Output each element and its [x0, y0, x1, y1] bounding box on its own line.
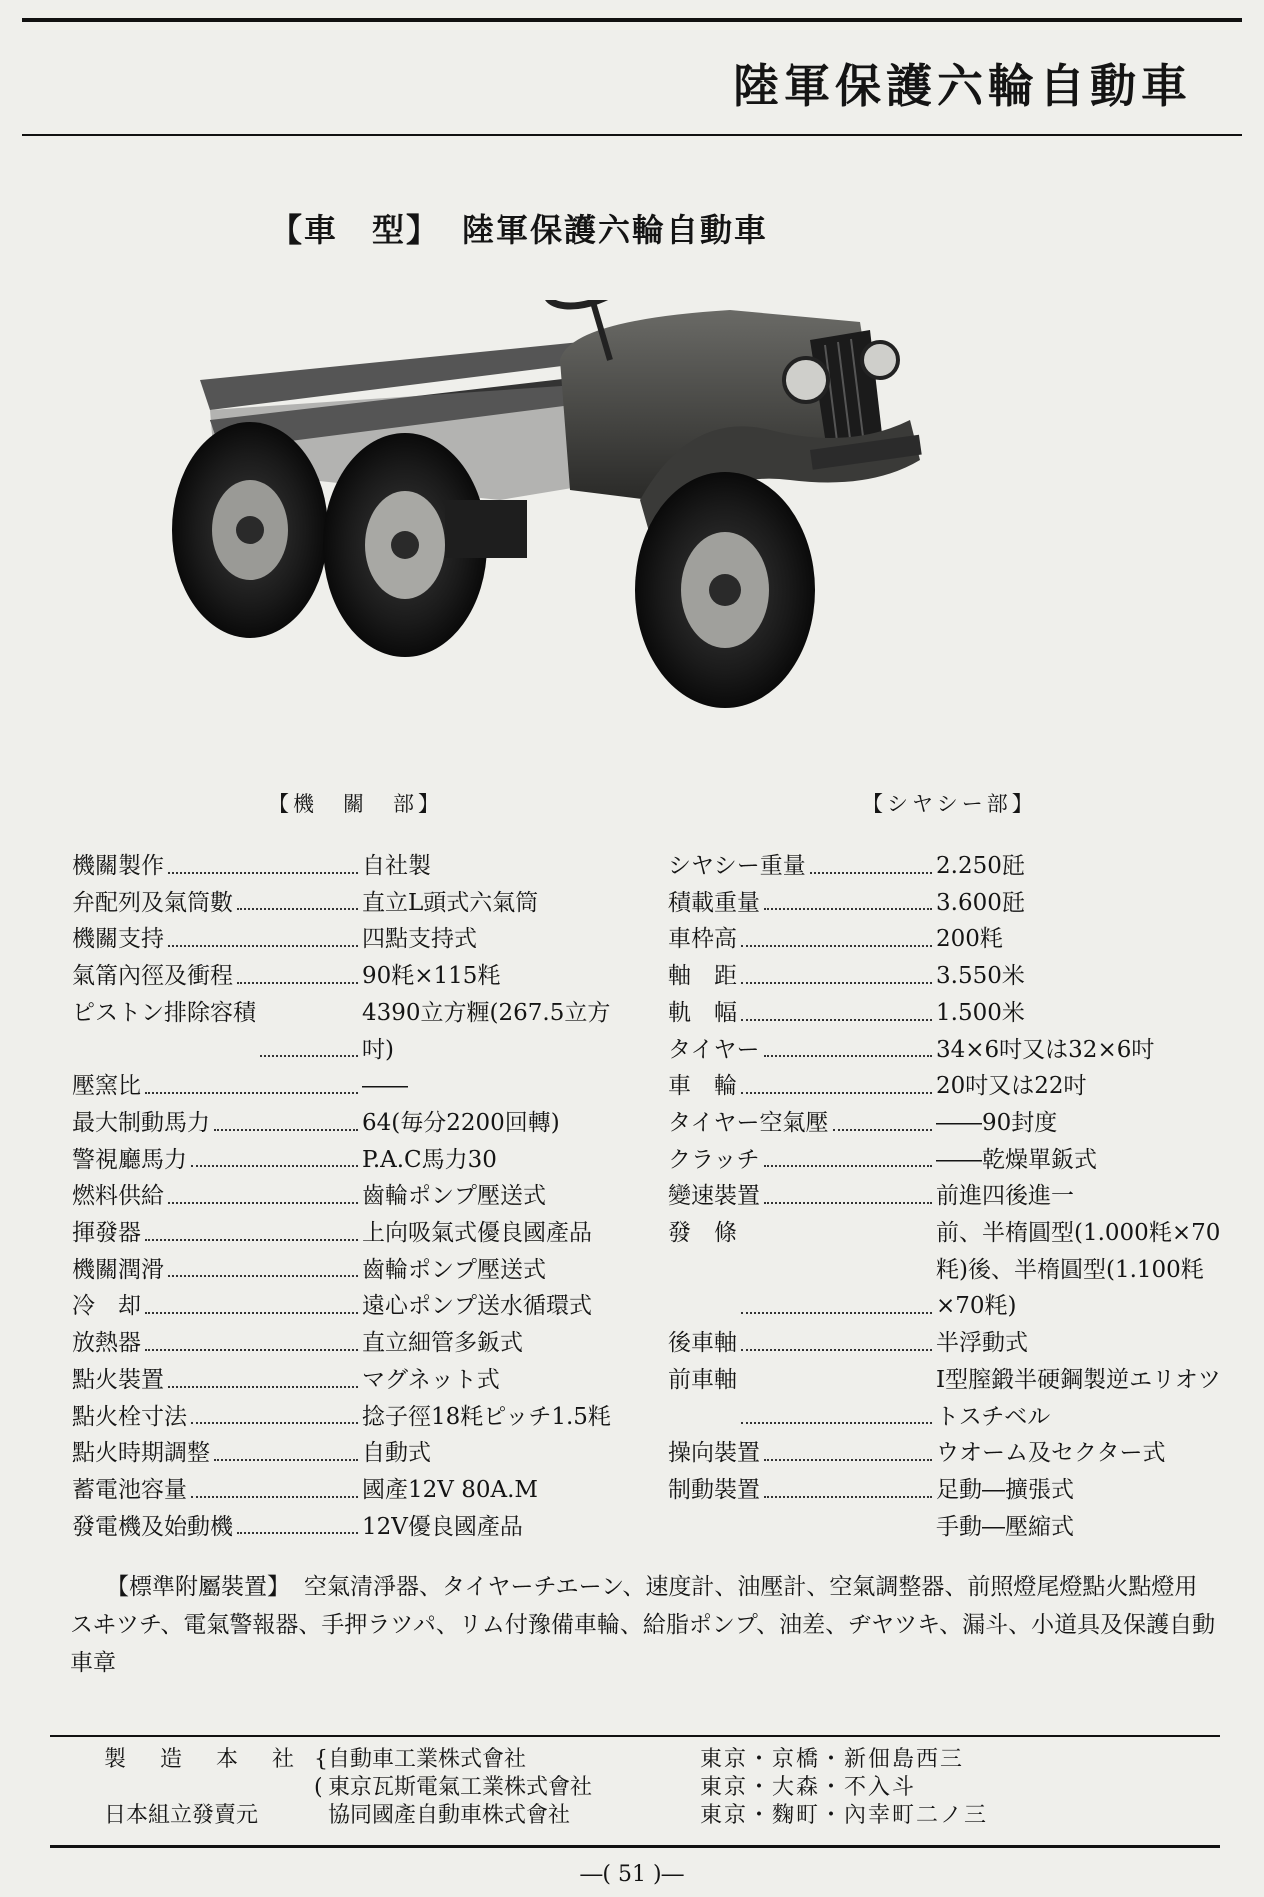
manufacturer-company: 東京瓦斯電氣工業株式會社	[328, 1775, 593, 1800]
spec-key: 最大制動馬力	[72, 1109, 210, 1136]
spec-row	[668, 848, 1228, 885]
spec-value: 自動式	[362, 1440, 431, 1467]
dot-leader	[764, 1032, 932, 1058]
model-line	[270, 205, 768, 251]
spec-key: 後車軸	[668, 1330, 737, 1357]
brace-top: {	[314, 1747, 328, 1772]
footer-rule	[50, 1845, 1220, 1848]
spec-row	[668, 995, 1228, 1032]
spec-value: 直立L頭式六氣筒	[362, 889, 539, 916]
spec-value: 12V優良國產品	[362, 1513, 523, 1540]
spec-value: 4390立方糎(267.5立方吋)	[362, 999, 611, 1063]
spec-row	[72, 1288, 632, 1325]
dot-leader	[764, 1178, 932, 1204]
spec-value: 齒輪ポンプ壓送式	[362, 1256, 546, 1283]
spec-key: 發 條	[668, 1220, 737, 1247]
manufacturer-row	[104, 1774, 1040, 1802]
spec-value: 遠心ポンプ送水循環式	[362, 1293, 592, 1320]
dot-leader	[764, 1472, 932, 1498]
dot-leader	[741, 921, 932, 947]
spec-key: 揮發器	[72, 1220, 141, 1247]
dot-leader	[214, 1105, 358, 1131]
spec-row	[72, 1472, 632, 1509]
spec-key: 點火時期調整	[72, 1440, 210, 1467]
spec-value: 90粍×115粍	[362, 963, 501, 990]
spec-key: 積載重量	[668, 889, 760, 916]
spec-value: I型膣鍛半硬鋼製逆エリオツトスチベル	[936, 1366, 1221, 1430]
spec-row	[668, 1362, 1228, 1435]
spec-value: 34×6吋又は32×6吋	[936, 1036, 1155, 1063]
spec-value: 自社製	[362, 853, 431, 879]
spec-row	[72, 1142, 632, 1179]
spec-value: P.A.C馬力30	[362, 1146, 497, 1173]
spec-key: 壓窯比	[72, 1073, 141, 1100]
dot-leader	[741, 958, 932, 984]
dot-leader	[764, 885, 932, 911]
spec-row	[72, 1509, 632, 1546]
spec-key: 前車軸	[668, 1366, 737, 1393]
spec-row	[668, 1215, 1228, 1325]
manufacturer-block	[104, 1746, 1040, 1830]
spec-key: 機關支持	[72, 926, 164, 953]
spec-row	[668, 958, 1228, 995]
spec-row	[668, 885, 1228, 922]
dot-leader	[168, 1252, 358, 1278]
spec-value: ――	[362, 1073, 408, 1100]
dot-leader	[741, 1362, 932, 1424]
spec-row	[72, 1362, 632, 1399]
spec-key: 放熱器	[72, 1330, 141, 1357]
manufacturer-top-rule	[50, 1735, 1220, 1737]
dot-leader	[145, 1288, 358, 1314]
manufacturer-role: 日本組立發賣元	[104, 1803, 259, 1828]
manufacturer-row	[104, 1802, 1040, 1830]
model-label: 【車 型】	[270, 211, 441, 249]
spec-key: 冷 却	[72, 1293, 141, 1320]
manufacturer-role: 製 造 本 社	[104, 1747, 301, 1772]
spec-key: 燃料供給	[72, 1183, 164, 1210]
dot-leader	[237, 885, 358, 911]
dot-leader	[237, 958, 358, 984]
spec-key: クラッチ	[668, 1146, 760, 1173]
spec-row	[72, 1435, 632, 1472]
spec-key: タイヤー空氣壓	[668, 1109, 829, 1136]
spec-key: 變速裝置	[668, 1183, 760, 1210]
dot-leader	[260, 995, 358, 1057]
spec-row	[668, 921, 1228, 958]
chassis-spec-list	[668, 848, 1228, 1545]
spec-value: 64(毎分2200回轉)	[362, 1109, 560, 1136]
spec-key: タイヤー	[668, 1036, 760, 1063]
spec-key: 點火裝置	[72, 1366, 164, 1393]
spec-value: 20吋又は22吋	[936, 1073, 1087, 1100]
spec-key: 車 輪	[668, 1073, 737, 1100]
manufacturer-company: 協同國產自動車株式會社	[328, 1803, 571, 1828]
spec-row	[72, 921, 632, 958]
brace-bottom: (	[314, 1775, 323, 1800]
dot-leader	[145, 1215, 358, 1241]
spec-row	[72, 1105, 632, 1142]
spec-key: ピストン排除容積	[72, 999, 256, 1026]
spec-value: 半浮動式	[936, 1330, 1028, 1357]
dot-leader	[145, 1325, 358, 1351]
spec-value: 1.500米	[936, 999, 1025, 1026]
spec-value: 四點支持式	[362, 926, 477, 953]
engine-section-heading: 【機 關 部】	[268, 792, 443, 816]
spec-key: 車枠高	[668, 926, 737, 953]
spec-row	[72, 995, 632, 1068]
spec-row	[72, 885, 632, 922]
spec-key: シヤシー重量	[668, 853, 806, 879]
dot-leader	[741, 1215, 932, 1314]
spec-key: 機關製作	[72, 853, 164, 879]
dot-leader	[168, 921, 358, 947]
engine-spec-list	[72, 848, 632, 1545]
spec-value: ウオーム及セクター式	[936, 1440, 1166, 1467]
dot-leader	[764, 1435, 932, 1461]
spec-row	[668, 1435, 1228, 1472]
accessories-paragraph	[70, 1568, 1220, 1682]
page-number: ―( 51 )―	[580, 1862, 684, 1887]
model-name: 陸軍保護六輪自動車	[462, 211, 769, 249]
spec-row	[72, 848, 632, 885]
dot-leader	[168, 848, 358, 874]
dot-leader	[214, 1435, 358, 1461]
manufacturer-company: 自動車工業株式會社	[328, 1747, 527, 1772]
accessories-label: 【標準附屬裝置】	[106, 1574, 290, 1600]
spec-row	[668, 1105, 1228, 1142]
dot-leader	[810, 848, 932, 874]
spec-value: ――乾燥單鈑式	[936, 1146, 1097, 1173]
spec-row	[72, 1399, 632, 1436]
spec-row	[72, 1068, 632, 1105]
dot-leader	[168, 1362, 358, 1388]
spec-key: 警視廳馬力	[72, 1146, 187, 1173]
dot-leader	[833, 1105, 932, 1131]
chassis-section-heading: 【シヤシー部】	[862, 792, 1037, 816]
spec-key: 蓄電池容量	[72, 1476, 187, 1503]
dot-leader	[145, 1068, 358, 1094]
spec-value: 直立細管多鈑式	[362, 1330, 523, 1357]
spec-value: 前、半楕圓型(1.000粍×70粍)後、半楕圓型(1.100粍×70粍)	[936, 1220, 1221, 1320]
manufacturer-role	[104, 1774, 314, 1802]
spec-value: 前進四後進一	[936, 1183, 1074, 1210]
spec-key: 制動裝置	[668, 1476, 760, 1503]
spec-row	[668, 1472, 1228, 1509]
spec-key: 軌 幅	[668, 999, 737, 1026]
spec-key: 機關潤滑	[72, 1256, 164, 1283]
spec-key: 氣筩內徑及衝程	[72, 963, 233, 990]
spec-value: 手動―壓縮式	[936, 1513, 1074, 1540]
spec-value: 足動―擴張式	[936, 1476, 1074, 1503]
spec-key: 操向裝置	[668, 1440, 760, 1467]
spec-value: 3.550米	[936, 963, 1025, 990]
dot-leader	[764, 1142, 932, 1168]
manufacturer-address: 東京・京橋・新佃島西三	[700, 1747, 965, 1772]
spec-key: 點火栓寸法	[72, 1403, 187, 1430]
spec-row	[668, 1509, 1228, 1546]
brace-spacer	[314, 1802, 328, 1830]
spec-row	[72, 1178, 632, 1215]
truck-chassis-photo	[170, 300, 1130, 720]
page-title: 陸軍保護六輪自動車	[733, 59, 1192, 113]
spec-row	[668, 1325, 1228, 1362]
spec-key: 軸 距	[668, 963, 737, 990]
dot-leader	[741, 1325, 932, 1351]
dot-leader	[191, 1472, 358, 1498]
manufacturer-address: 東京・大森・不入斗	[700, 1775, 917, 1800]
dot-leader	[191, 1142, 358, 1168]
spec-value: 齒輪ポンプ壓送式	[362, 1183, 546, 1210]
spec-row	[668, 1068, 1228, 1105]
spec-value: 200粍	[936, 926, 1003, 953]
spec-row	[72, 1252, 632, 1289]
spec-value: 國產12V 80A.M	[362, 1476, 538, 1503]
spec-key: 發電機及始動機	[72, 1513, 233, 1540]
spec-value: 3.600瓩	[936, 889, 1025, 916]
spec-row	[72, 958, 632, 995]
spec-row	[72, 1325, 632, 1362]
dot-leader	[237, 1509, 358, 1535]
spec-value: 2.250瓩	[936, 853, 1025, 879]
spec-row	[668, 1142, 1228, 1179]
spec-key: 弁配列及氣筒數	[72, 889, 233, 916]
spec-row	[668, 1032, 1228, 1069]
top-rule	[22, 18, 1242, 22]
accessories-text: 空氣清淨器、タイヤーチエーン、速度計、油壓計、空氣調整器、前照燈尾燈點火點燈用スヰツチ、電氣警報器、手押ラツパ、リム付豫備車輪、給脂ポンプ、油差、ヂヤツキ、漏斗、小道具及保護自動車章	[70, 1574, 1216, 1676]
spec-value: 上向吸氣式優良國產品	[362, 1220, 592, 1247]
manufacturer-address: 東京・麴町・內幸町二ノ三	[700, 1803, 989, 1828]
dot-leader	[168, 1178, 358, 1204]
dot-leader	[191, 1399, 358, 1425]
spec-value: マグネット式	[362, 1366, 500, 1393]
dot-leader	[741, 995, 932, 1021]
spec-value: 捻子徑18粍ピッチ1.5粍	[362, 1403, 611, 1430]
manufacturer-row	[104, 1746, 1040, 1774]
spec-row	[72, 1215, 632, 1252]
dot-leader	[741, 1068, 932, 1094]
title-underline	[22, 134, 1242, 136]
spec-row	[668, 1178, 1228, 1215]
spec-value: ――90封度	[936, 1109, 1058, 1136]
